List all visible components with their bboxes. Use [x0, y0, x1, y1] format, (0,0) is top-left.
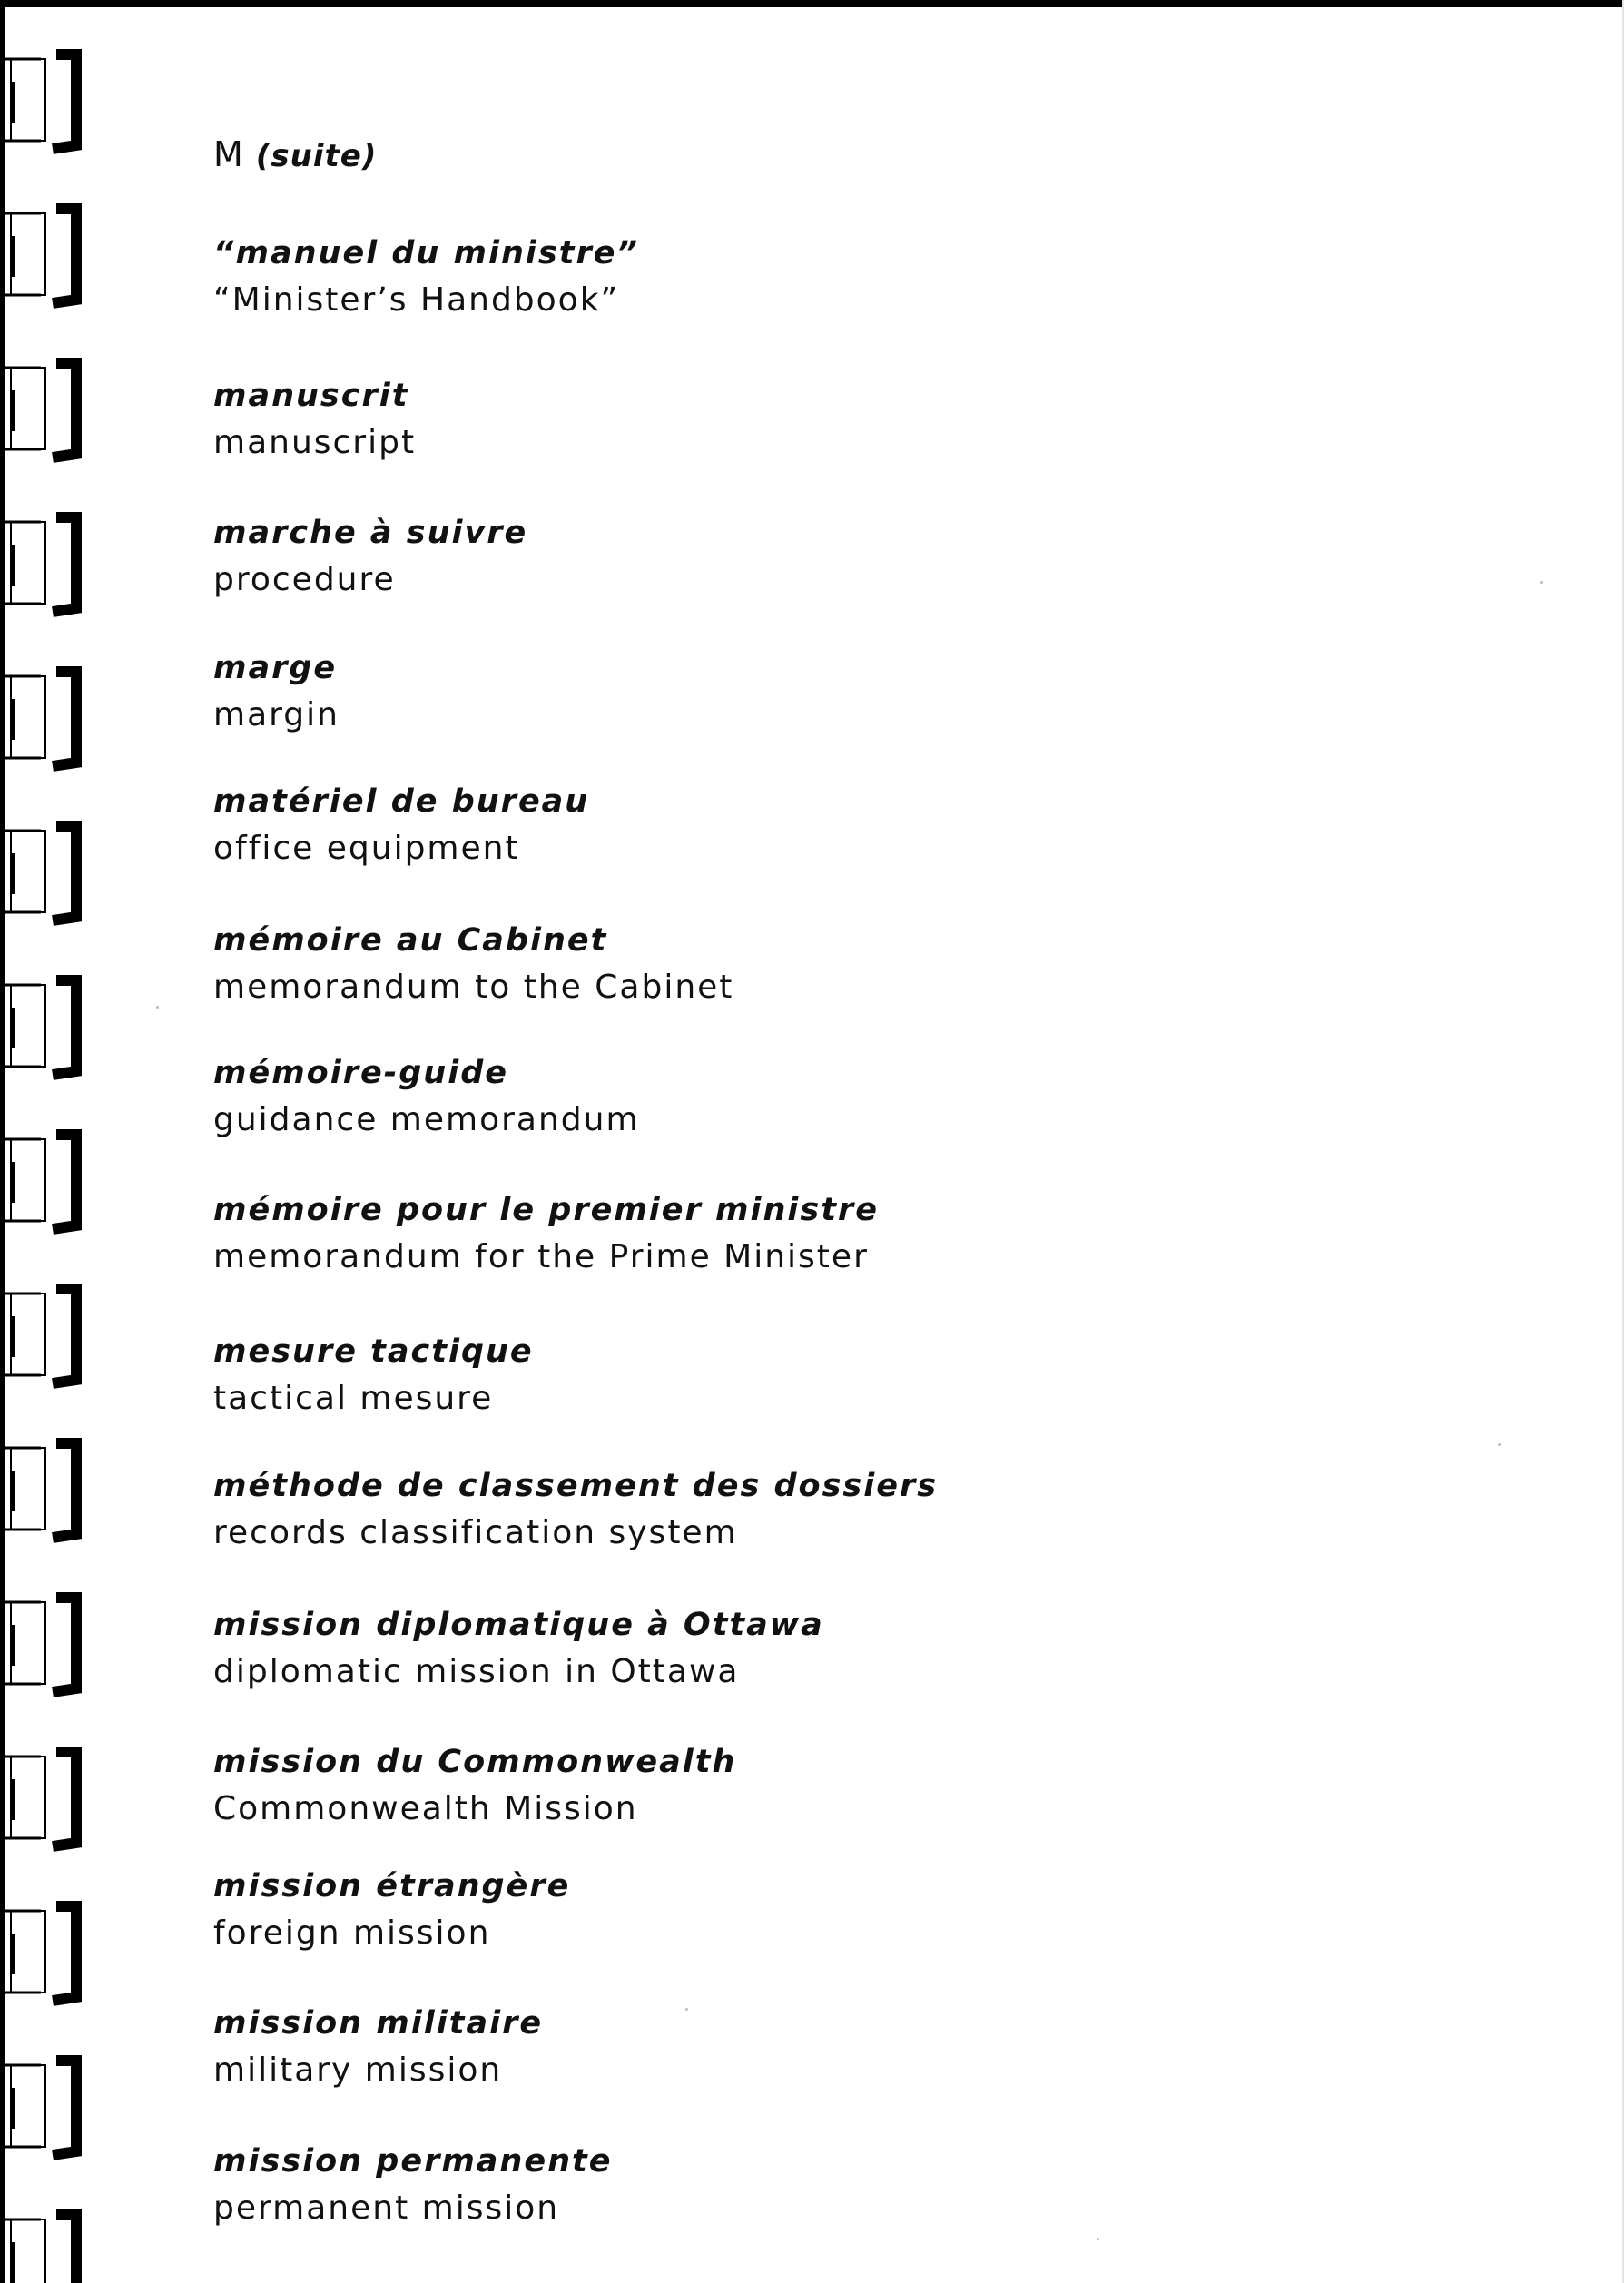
french-term: mission du Commonwealth	[213, 1744, 737, 1780]
glossary-entry	[213, 1738, 1393, 1833]
english-term: guidance memorandum	[213, 1101, 640, 1138]
glossary-entry	[213, 917, 1393, 1011]
glossary-entry	[213, 509, 1393, 604]
english-term: tactical mesure	[213, 1380, 494, 1417]
heading-letter: M	[213, 134, 244, 174]
french-term: mémoire au Cabinet	[213, 922, 608, 959]
glossary-entry	[213, 1328, 1393, 1422]
english-term: margin	[213, 696, 340, 733]
english-term: manuscript	[213, 424, 417, 461]
french-term: mission étrangère	[213, 1868, 571, 1904]
glossary-entry	[213, 2000, 1393, 2094]
french-term: mesure tactique	[213, 1333, 534, 1370]
french-term: méthode de classement des dossiers	[213, 1468, 939, 1504]
english-term: Commonwealth Mission	[213, 1790, 638, 1827]
english-term: military mission	[213, 2052, 503, 2089]
glossary-entry	[213, 645, 1393, 739]
glossary-entry	[213, 1049, 1393, 1144]
heading-suffix: (suite)	[255, 138, 378, 174]
french-term: mission permanente	[213, 2143, 613, 2180]
french-term: mission diplomatique à Ottawa	[213, 1607, 824, 1643]
glossary-entry	[213, 2138, 1393, 2232]
english-term: memorandum for the Prime Minister	[213, 1238, 869, 1275]
french-term: mission militaire	[213, 2005, 544, 2042]
french-term: matériel de bureau	[213, 783, 590, 820]
english-term: foreign mission	[213, 1914, 491, 1952]
french-term: “manuel du ministre”	[213, 235, 640, 271]
french-term: manuscrit	[213, 378, 409, 414]
glossary-entry	[213, 230, 1393, 324]
english-term: procedure	[213, 561, 396, 598]
section-heading	[213, 134, 377, 174]
glossary-entry	[213, 1863, 1393, 1957]
english-term: office equipment	[213, 830, 520, 867]
english-term: “Minister’s Handbook”	[213, 281, 620, 319]
english-term: permanent mission	[213, 2190, 560, 2227]
english-term: records classification system	[213, 1514, 738, 1551]
french-term: marche à suivre	[213, 515, 528, 551]
glossary-entry	[213, 1462, 1393, 1557]
glossary-entry	[213, 1601, 1393, 1696]
french-term: mémoire-guide	[213, 1055, 509, 1091]
glossary-entry	[213, 778, 1393, 872]
english-term: diplomatic mission in Ottawa	[213, 1653, 740, 1690]
english-term: memorandum to the Cabinet	[213, 969, 734, 1006]
glossary-entry	[213, 1186, 1393, 1281]
glossary-entry	[213, 372, 1393, 467]
french-term: mémoire pour le premier ministre	[213, 1192, 879, 1228]
french-term: marge	[213, 650, 338, 686]
